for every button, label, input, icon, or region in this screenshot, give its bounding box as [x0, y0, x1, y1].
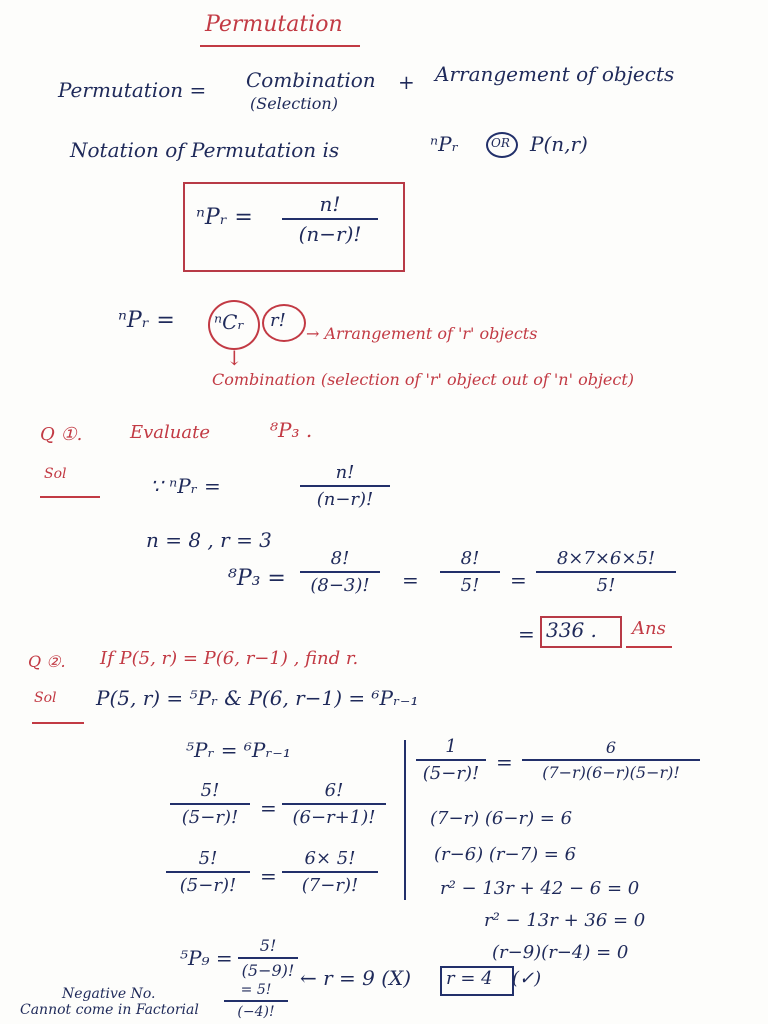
- q2-f3-fraction: [166, 848, 250, 896]
- q2-f4-fraction: [282, 848, 378, 896]
- q2-f3-den: (5−r)!: [179, 875, 237, 896]
- q1-step3-fraction: [536, 548, 676, 596]
- q1-eq3: =: [518, 622, 535, 646]
- neg-note-1: Negative No.: [62, 986, 156, 1002]
- q2-f4-den: (7−r)!: [301, 875, 359, 896]
- q1-step2-fraction: [440, 548, 500, 596]
- q2-f1-den: (5−r)!: [181, 807, 239, 828]
- q2-sol-underline: [32, 722, 84, 724]
- formula-fraction: [282, 192, 378, 246]
- q2-r1-fraction: [416, 736, 486, 784]
- q1-step3-den: 5!: [596, 575, 616, 596]
- q1-eq1: =: [402, 568, 419, 592]
- q1-step2-num: 8!: [460, 548, 480, 569]
- q2-final-fraction: [238, 936, 298, 980]
- q2-prompt: If P(5, r) = P(6, r−1) , find r.: [100, 648, 359, 669]
- q2-f2-num: 6!: [324, 780, 344, 801]
- def-lhs: Permutation =: [58, 78, 207, 102]
- q1-formula-fraction: [300, 462, 390, 510]
- q1-eq2: =: [510, 568, 527, 592]
- q2-f2-fraction: [282, 780, 386, 828]
- q1-label: Q ①.: [40, 424, 83, 445]
- q1-since: ∵ ⁿPᵣ =: [150, 474, 221, 498]
- q2-r1-den: (5−r)!: [422, 763, 480, 784]
- q2-e4: r² − 13r + 36 = 0: [484, 910, 646, 931]
- q1-step1-fraction: [300, 548, 380, 596]
- q1-sol: Sol: [44, 466, 67, 482]
- q2-eqa: =: [260, 796, 277, 820]
- relation-arrow-note: → Arrangement of 'r' objects: [306, 324, 538, 343]
- q2-f1-fraction: [170, 780, 250, 828]
- q1-ans-underline: [626, 646, 672, 648]
- def-arrangement: Arrangement of objects: [435, 62, 675, 86]
- q2-r2-den: (7−r)(6−r)(5−r)!: [542, 763, 680, 782]
- def-selection: (Selection): [250, 94, 338, 113]
- q2-e5: (r−9)(r−4) = 0: [492, 942, 629, 963]
- q2-final2-num: = 5!: [240, 982, 272, 998]
- q2-final2-fraction: [224, 982, 288, 1020]
- def-combination: Combination: [246, 68, 376, 92]
- down-arrow: ↓: [226, 346, 243, 370]
- page-title: Permutation: [205, 12, 343, 37]
- notation-symbol: ⁿPᵣ: [430, 132, 459, 156]
- q2-final-num: 5!: [259, 936, 277, 955]
- formula-num: n!: [319, 192, 341, 216]
- q2-reject: ← r = 9 (X): [300, 966, 412, 990]
- q2-f4-num: 6× 5!: [304, 848, 356, 869]
- q1-step1-den: (8−3)!: [310, 575, 370, 596]
- q2-eqc: =: [496, 750, 513, 774]
- relation-combo-note: Combination (selection of 'r' object out of 'n' object): [212, 370, 635, 389]
- q2-e2: (r−6) (r−7) = 6: [434, 844, 577, 865]
- q2-e3: r² − 13r + 42 − 6 = 0: [440, 878, 640, 899]
- q2-eqb: =: [260, 864, 277, 888]
- notation-alt: P(n,r): [530, 132, 588, 156]
- q1-answer: 336 .: [546, 618, 597, 642]
- def-plus: +: [398, 70, 415, 94]
- q2-r2-num: 6: [605, 738, 617, 757]
- relation-ncr: ⁿCᵣ: [214, 310, 245, 334]
- title-underline: [200, 45, 360, 47]
- formula-den: (n−r)!: [298, 222, 362, 246]
- q1-expr: ⁸P₃ .: [270, 418, 313, 442]
- column-divider: [404, 740, 406, 900]
- q1-ans-label: Ans: [632, 618, 666, 639]
- q2-f3-num: 5!: [198, 848, 218, 869]
- q1-step2-den: 5!: [460, 575, 480, 596]
- q1-formula-den: (n−r)!: [316, 489, 374, 510]
- q1-step1-num: 8!: [330, 548, 350, 569]
- q2-label: Q ②.: [28, 652, 66, 671]
- q1-prompt: Evaluate: [130, 422, 211, 443]
- q2-sol: Sol: [34, 690, 57, 706]
- q2-e1: (7−r) (6−r) = 6: [430, 808, 573, 829]
- q2-f1-num: 5!: [200, 780, 220, 801]
- q2-accept: r = 4: [446, 968, 493, 989]
- neg-note-2: Cannot come in Factorial: [20, 1002, 199, 1018]
- q2-final2-den: (−4)!: [237, 1004, 275, 1020]
- q1-sol-underline: [40, 496, 100, 498]
- notation-or: OR: [491, 136, 510, 150]
- formula-lhs: ⁿPᵣ =: [196, 205, 253, 230]
- q2-final-den: (5−9)!: [241, 961, 295, 980]
- relation-lhs: ⁿPᵣ =: [118, 308, 175, 333]
- q2-final-lhs: ⁵P₉ =: [180, 946, 233, 970]
- q2-tick: (✓): [512, 968, 542, 989]
- q2-f2-den: (6−r+1)!: [292, 807, 376, 828]
- q1-step-lhs: ⁸P₃ =: [228, 566, 286, 591]
- q2-line1: P(5, r) = ⁵Pᵣ & P(6, r−1) = ⁶Pᵣ₋₁: [96, 686, 419, 710]
- q2-r1-num: 1: [445, 736, 457, 757]
- q2-l2: ⁵Pᵣ = ⁶Pᵣ₋₁: [186, 738, 291, 762]
- q1-formula-num: n!: [335, 462, 355, 483]
- q1-step3-num: 8×7×6×5!: [556, 548, 656, 569]
- relation-rfact: r!: [270, 310, 286, 331]
- notation-text: Notation of Permutation is: [70, 138, 340, 162]
- q2-r2-fraction: [522, 738, 700, 782]
- q1-given: n = 8 , r = 3: [146, 528, 272, 552]
